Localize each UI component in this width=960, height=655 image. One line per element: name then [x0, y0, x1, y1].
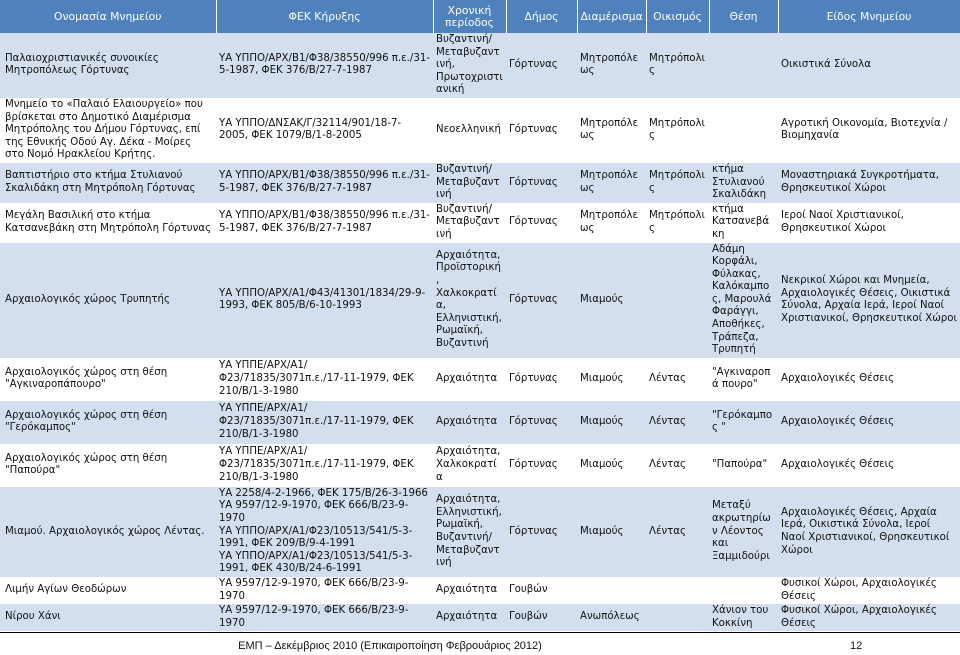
cell-name: Αρχαιολογικός χώρος στη θέση "Αγκιναροπάπουρο" [0, 358, 216, 401]
cell-fek: ΥΑ 9597/12-9-1970, ΦΕΚ 666/Β/23-9-1970 [216, 604, 433, 631]
cell-location: Αδάμη Κορφάλι, Φύλακας, Καλόκαμπος, Μαρουλά Φαράγγι, Αποθήκες, Τράπεζα, Τρυπητή [709, 243, 778, 358]
cell-settlement [646, 577, 709, 604]
table-row [0, 203, 960, 243]
cell-municipality: Γόρτυνας [506, 401, 577, 444]
cell-settlement: Μητρόπολις [646, 203, 709, 243]
cell-municipality: Γόρτυνας [506, 203, 577, 243]
table-row [0, 98, 960, 163]
cell-settlement: Λέντας [646, 487, 709, 577]
cell-location [709, 33, 778, 98]
cell-settlement: Λέντας [646, 401, 709, 444]
table-row [0, 33, 960, 98]
cell-municipality: Γουβών [506, 577, 577, 604]
cell-district: Μιαμούς [577, 444, 646, 487]
cell-period: Αρχαιότητα [433, 604, 506, 631]
cell-location: "Αγκιναροπά πουρο" [709, 358, 778, 401]
cell-fek: ΥΑ 2258/4-2-1966, ΦΕΚ 175/Β/26-3-1966 ΥΑ 9597/12-9-1970, ΦΕΚ 666/Β/23-9-1970 ΥΑ ΥΠΠΟ/ΑΡΧ/Α1/Φ23/10513/541/5-3-1991, ΦΕΚ 209/Β/9-4-1991 ΥΑ ΥΠΠΟ/ΑΡΧ/Α1/Φ23/10513/541/5-3-1991, ΦΕΚ 430/Β/24-6-1991 [216, 487, 433, 577]
cell-location: Μεταξύ ακρωτηρίων Λέοντος και Ξαμμιδούρι [709, 487, 778, 577]
cell-name: Μνημείο το «Παλαιό Ελαιουργείο» που βρίσκεται στο Δημοτικό Διαμέρισμα Μητρόπολης του Δήμου Γόρτυνας, επί της Εθνικής Οδού Αγ. Δέκα - Μοίρες στο Νομό Ηρακλείου Κρήτης. [0, 98, 216, 163]
header-municipality: Δήμος [506, 0, 577, 33]
cell-fek: ΥΑ ΥΠΠΕ/ΑΡΧ/Α1/Φ23/71835/3071π.ε./17-11-1979, ΦΕΚ 210/Β/1-3-1980 [216, 401, 433, 444]
cell-type: Νεκρικοί Χώροι και Μνημεία, Αρχαιολογικές Θέσεις, Οικιστικά Σύνολα, Αρχαία Ιερά, Ιεροί Ναοί Χριστιανικοί, Θρησκευτικοί Χώροι [778, 243, 960, 358]
table-row [0, 401, 960, 444]
cell-type: Ιεροί Ναοί Χριστιανικοί, Θρησκευτικοί Χώροι [778, 203, 960, 243]
cell-settlement: Λέντας [646, 444, 709, 487]
table-row [0, 487, 960, 577]
cell-district: Μιαμούς [577, 401, 646, 444]
cell-settlement [646, 604, 709, 631]
cell-fek: ΥΑ ΥΠΠΟ/ΑΡΧ/Α1/Φ43/41301/1834/29-9-1993, ΦΕΚ 805/Β/6-10-1993 [216, 243, 433, 358]
cell-name: Βαπτιστήριο στο κτήμα Στυλιανού Σκαλιδάκη στη Μητρόπολη Γόρτυνας [0, 163, 216, 203]
cell-settlement: Μητρόπολις [646, 163, 709, 203]
cell-period: Αρχαιότητα, Ελληνιστική, Ρωμαϊκή, Βυζαντινή/Μεταβυζαντινή [433, 487, 506, 577]
cell-district: Μητροπόλεως [577, 33, 646, 98]
cell-fek: ΥΑ ΥΠΠΕ/ΑΡΧ/Α1/Φ23/71835/3071π.ε./17-11-1979, ΦΕΚ 210/Β/1-3-1980 [216, 444, 433, 487]
table-body [0, 33, 960, 631]
header-settlement: Οικισμός [646, 0, 709, 33]
cell-fek: ΥΑ ΥΠΠΟ/ΑΡΧ/Β1/Φ38/38550/996 π.ε./31-5-1987, ΦΕΚ 376/Β/27-7-1987 [216, 33, 433, 98]
cell-location [709, 577, 778, 604]
header-period: Χρονική περίοδος [433, 0, 506, 33]
table-row [0, 243, 960, 358]
cell-district [577, 577, 646, 604]
cell-period: Νεοελληνική [433, 98, 506, 163]
cell-location: Χάνιον του Κοκκίνη [709, 604, 778, 631]
table-row [0, 604, 960, 631]
cell-settlement [646, 243, 709, 358]
page-number: 12 [850, 640, 863, 652]
cell-period: Βυζαντινή/Μεταβυζαντινή [433, 163, 506, 203]
cell-municipality: Γόρτυνας [506, 33, 577, 98]
cell-fek: ΥΑ ΥΠΠΕ/ΑΡΧ/Α1/Φ23/71835/3071π.ε./17-11-1979, ΦΕΚ 210/Β/1-3-1980 [216, 358, 433, 401]
cell-fek: ΥΑ ΥΠΠΟ/ΔΝΣΑΚ/Γ/32114/901/18-7-2005, ΦΕΚ 1079/Β/1-8-2005 [216, 98, 433, 163]
cell-location: κτήμα Κατσανεβάκη [709, 203, 778, 243]
footer-rule [0, 632, 960, 633]
cell-type: Αρχαιολογικές Θέσεις [778, 401, 960, 444]
cell-municipality: Γόρτυνας [506, 98, 577, 163]
cell-district: Μητροπόλεως [577, 98, 646, 163]
cell-location: "Παπούρα" [709, 444, 778, 487]
cell-type: Αρχαιολογικές Θέσεις [778, 444, 960, 487]
header-fek: ΦΕΚ Κήρυξης [216, 0, 433, 33]
header-row [0, 0, 960, 33]
cell-settlement: Μητρόπολις [646, 98, 709, 163]
cell-name: Αρχαιολογικός χώρος στη θέση "Γερόκαμπος" [0, 401, 216, 444]
header-name: Ονομασία Μνημείου [0, 0, 216, 33]
cell-name: Νίρου Χάνι [0, 604, 216, 631]
cell-name: Αρχαιολογικός χώρος Τρυπητής [0, 243, 216, 358]
cell-fek: ΥΑ 9597/12-9-1970, ΦΕΚ 666/Β/23-9-1970 [216, 577, 433, 604]
cell-location: "Γερόκαμπος " [709, 401, 778, 444]
table-row [0, 444, 960, 487]
table-row [0, 358, 960, 401]
table-row [0, 577, 960, 604]
cell-settlement: Μητρόπολις [646, 33, 709, 98]
cell-name: Αρχαιολογικός χώρος στη θέση "Παπούρα" [0, 444, 216, 487]
cell-municipality: Γόρτυνας [506, 163, 577, 203]
cell-fek: ΥΑ ΥΠΠΟ/ΑΡΧ/Β1/Φ38/38550/996 π.ε./31-5-1987, ΦΕΚ 376/Β/27-7-1987 [216, 203, 433, 243]
cell-municipality: Γουβών [506, 604, 577, 631]
table-row [0, 163, 960, 203]
cell-name: Παλαιοχριστιανικές συνοικίες Μητροπόλεως Γόρτυνας [0, 33, 216, 98]
cell-district: Μητροπόλεως [577, 203, 646, 243]
cell-settlement: Λέντας [646, 358, 709, 401]
cell-location [709, 98, 778, 163]
cell-type: Φυσικοί Χώροι, Αρχαιολογικές Θέσεις [778, 604, 960, 631]
cell-period: Βυζαντινή/Μεταβυζαντινή [433, 203, 506, 243]
cell-period: Αρχαιότητα, Προϊστορική, Χαλκοκρατία, Ελληνιστική, Ρωμαϊκή, Βυζαντινή [433, 243, 506, 358]
cell-type: Αρχαιολογικές Θέσεις [778, 358, 960, 401]
cell-period: Αρχαιότητα [433, 577, 506, 604]
cell-period: Αρχαιότητα [433, 401, 506, 444]
cell-district: Μιαμούς [577, 358, 646, 401]
cell-type: Οικιστικά Σύνολα [778, 33, 960, 98]
cell-type: Μοναστηριακά Συγκροτήματα, Θρησκευτικοί Χώροι [778, 163, 960, 203]
cell-district: Ανωπόλεως [577, 604, 646, 631]
cell-type: Αγροτική Οικονομία, Βιοτεχνία / Βιομηχανία [778, 98, 960, 163]
cell-district: Μιαμούς [577, 487, 646, 577]
footer-text: ΕΜΠ – Δεκέμβριος 2010 (Επικαιροποίηση Φεβρουάριος 2012) [238, 640, 542, 652]
cell-fek: ΥΑ ΥΠΠΟ/ΑΡΧ/Β1/Φ38/38550/996 π.ε./31-5-1987, ΦΕΚ 376/Β/27-7-1987 [216, 163, 433, 203]
cell-municipality: Γόρτυνας [506, 444, 577, 487]
cell-district: Μιαμούς [577, 243, 646, 358]
cell-district: Μητροπόλεως [577, 163, 646, 203]
cell-type: Αρχαιολογικές Θέσεις, Αρχαία Ιερά, Οικιστικά Σύνολα, Ιεροί Ναοί Χριστιανικοί, Θρησκευτικοί Χώροι [778, 487, 960, 577]
cell-name: Μεγάλη Βασιλική στο κτήμα Κατσανεβάκη στη Μητρόπολη Γόρτυνας [0, 203, 216, 243]
cell-type: Φυσικοί Χώροι, Αρχαιολογικές Θέσεις [778, 577, 960, 604]
header-type: Είδος Μνημείου [778, 0, 960, 33]
cell-location: κτήμα Στυλιανού Σκαλιδάκη [709, 163, 778, 203]
header-district: Διαμέρισμα [577, 0, 646, 33]
cell-municipality: Γόρτυνας [506, 358, 577, 401]
cell-period: Αρχαιότητα [433, 358, 506, 401]
header-location: Θέση [709, 0, 778, 33]
cell-period: Βυζαντινή/Μεταβυζαντινή, Πρωτοχριστιανική [433, 33, 506, 98]
cell-municipality: Γόρτυνας [506, 487, 577, 577]
cell-municipality: Γόρτυνας [506, 243, 577, 358]
cell-period: Αρχαιότητα, Χαλκοκρατία [433, 444, 506, 487]
cell-name: Λιμήν Αγίων Θεοδώρων [0, 577, 216, 604]
cell-name: Μιαμού. Αρχαιολογικός χώρος Λέντας. [0, 487, 216, 577]
